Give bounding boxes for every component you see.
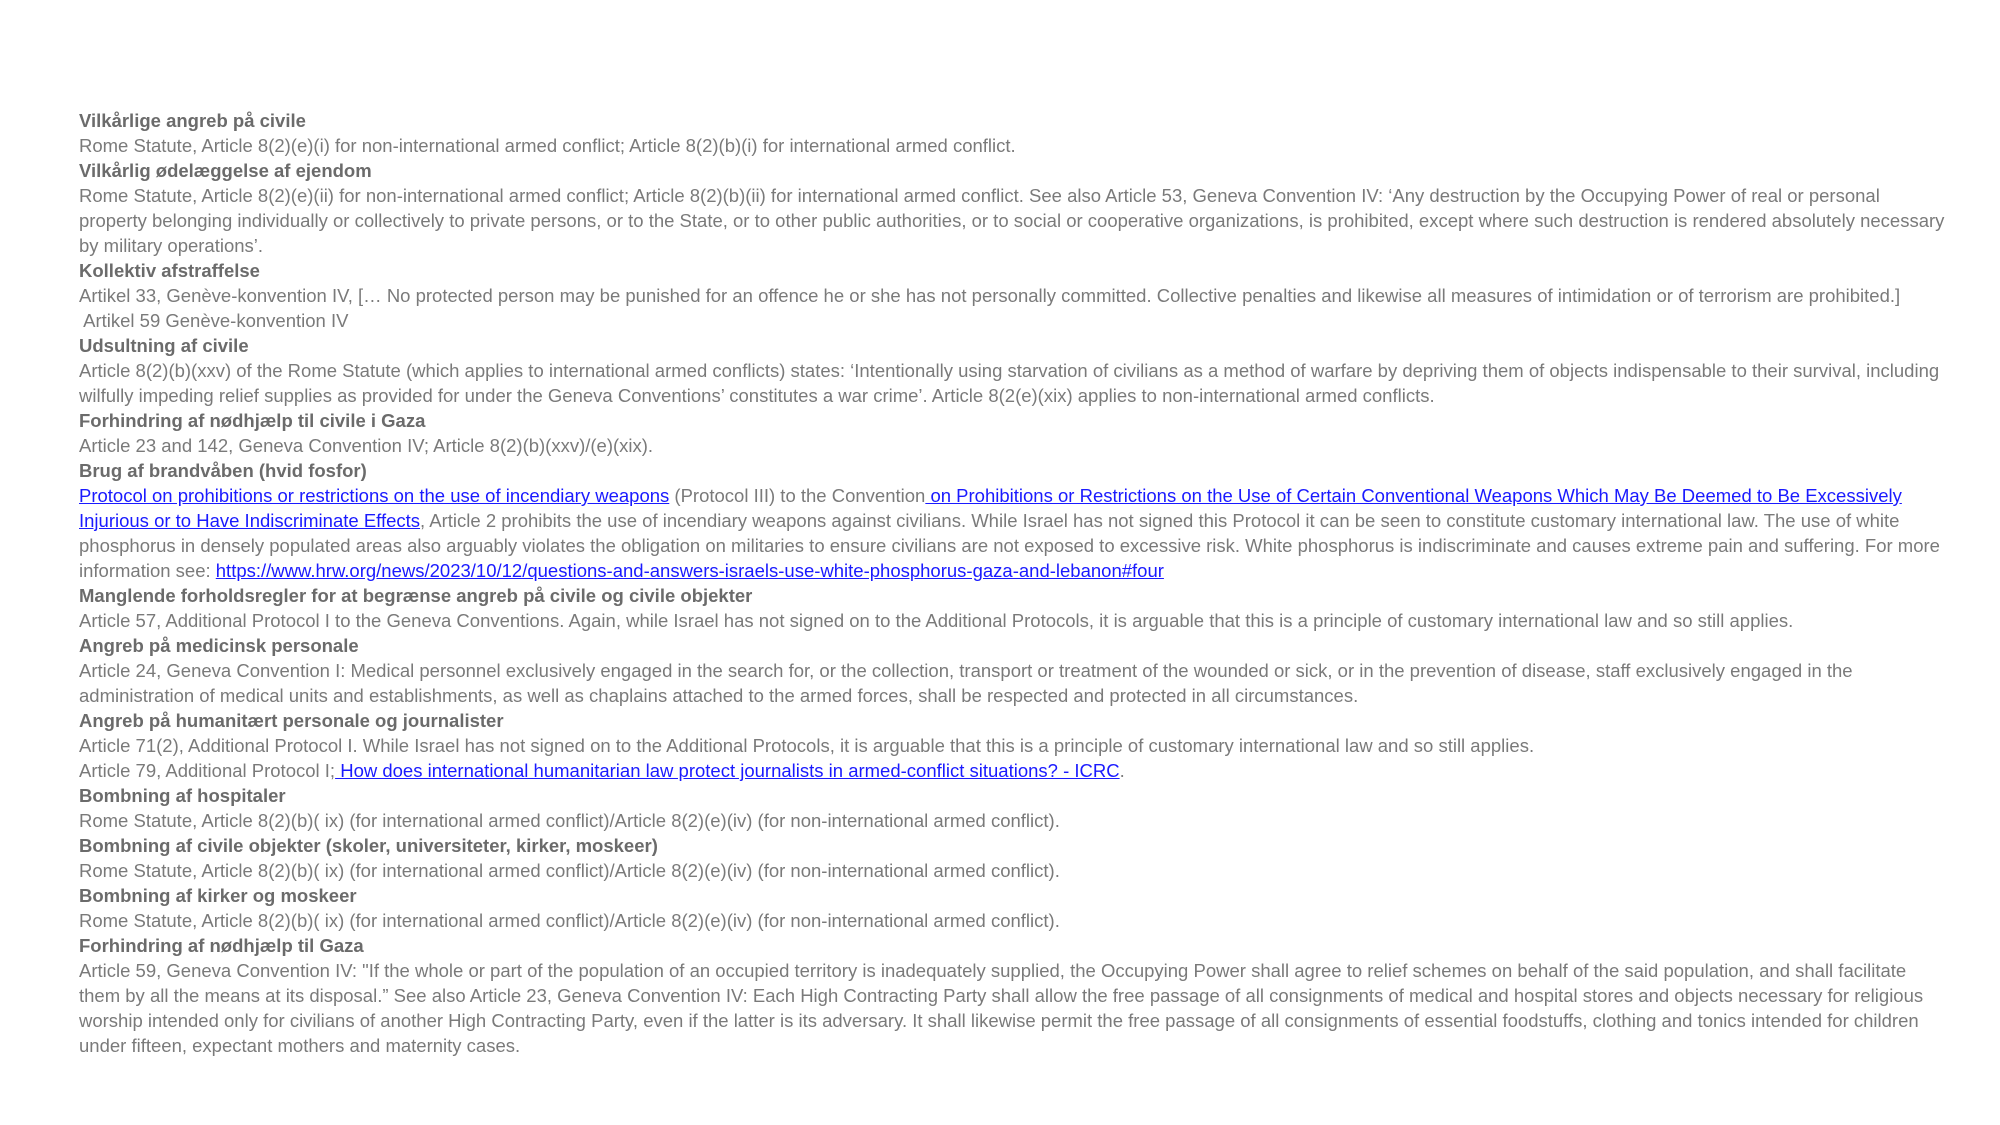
section-text: Article 57, Additional Protocol I to the Geneva Conventions. Again, while Israel has not signed on to the Additional Protocols, it is arguable that this is a principle of customary international law and so still applies. bbox=[79, 610, 1794, 631]
section-text-fragment: Article 79, Additional Protocol I; bbox=[79, 760, 336, 781]
section-heading: Udsultning af civile bbox=[79, 335, 249, 356]
icrc-journalists-link[interactable]: How does international humanitarian law protect journalists in armed-conflict situations? - ICRC bbox=[335, 760, 1120, 781]
section-heading: Vilkårlig ødelæggelse af ejendom bbox=[79, 160, 372, 181]
section-text: Rome Statute, Article 8(2)(b)( ix) (for international armed conflict)/Article 8(2)(e)(iv) (for non-international armed conflict). bbox=[79, 910, 1060, 931]
section-heading: Vilkårlige angreb på civile bbox=[79, 110, 306, 131]
section-heading: Forhindring af nødhjælp til civile i Gaza bbox=[79, 410, 426, 431]
ccw-convention-link[interactable]: on Prohibitions or Restrictions on the Use of Certain Conventional Weapons Which May Be Deemed to Be Excessively Injurious or to Have Indiscriminate Effects bbox=[79, 485, 1902, 531]
section-text: Rome Statute, Article 8(2)(b)( ix) (for international armed conflict)/Article 8(2)(e)(iv) (for non-international armed conflict). bbox=[79, 860, 1060, 881]
section-text: Rome Statute, Article 8(2)(b)( ix) (for international armed conflict)/Article 8(2)(e)(iv) (for non-international armed conflict). bbox=[79, 810, 1060, 831]
section-heading: Angreb på medicinsk personale bbox=[79, 635, 359, 656]
section-heading: Kollektiv afstraffelse bbox=[79, 260, 260, 281]
section-text-fragment: . bbox=[1119, 760, 1125, 781]
section-text: Article 24, Geneva Convention I: Medical personnel exclusively engaged in the search for, or the collection, transport or treatment of the wounded or sick, or in the prevention of disease, staff exclusively engaged in the administration of medical units and establishments, as well as chaplains attached to the armed forces, shall be respected and protected in all circumstances. bbox=[79, 660, 1853, 706]
section-text: Artikel 59 Genève-konvention IV bbox=[79, 310, 349, 331]
section-text-fragment: (Protocol III) to the Convention bbox=[669, 485, 926, 506]
section-text-with-link bbox=[79, 758, 1949, 783]
section-text-with-links bbox=[79, 483, 1949, 583]
section-heading: Bombning af kirker og moskeer bbox=[79, 885, 357, 906]
section-text: Article 71(2), Additional Protocol I. While Israel has not signed on to the Additional Protocols, it is arguable that this is a principle of customary international law and so still applies. bbox=[79, 735, 1535, 756]
section-text: Article 23 and 142, Geneva Convention IV; Article 8(2)(b)(xxv)/(e)(xix). bbox=[79, 435, 654, 456]
section-heading: Brug af brandvåben (hvid fosfor) bbox=[79, 460, 367, 481]
section-heading: Manglende forholdsregler for at begrænse angreb på civile og civile objekter bbox=[79, 585, 753, 606]
section-text: Article 59, Geneva Convention IV: "If the whole or part of the population of an occupied territory is inadequately supplied, the Occupying Power shall agree to relief schemes on behalf of the said population, and shall facilitate them by all the means at its disposal.” See also Article 23, Geneva Convention IV: Each High Contracting Party shall allow the free passage of all consignments of medical and hospital stores and objects necessary for religious worship intended only for civilians of another High Contracting Party, even if the latter is its adversary. It shall likewise permit the free passage of all consignments of essential foodstuffs, clothing and tonics intended for children under fifteen, expectant mothers and maternity cases. bbox=[79, 960, 1924, 1056]
section-text: Rome Statute, Article 8(2)(e)(i) for non-international armed conflict; Article 8(2)(b)(i) for international armed conflict. bbox=[79, 135, 1016, 156]
section-text: Article 8(2)(b)(xxv) of the Rome Statute (which applies to international armed conflicts) states: ‘Intentionally using starvation of civilians as a method of warfare by depriving them of objects indispensable to their survival, including wilfully impeding relief supplies as provided for under the Geneva Conventions’ constitutes a war crime’. Article 8(2(e)(xix) applies to non-international armed conflicts. bbox=[79, 360, 1940, 406]
hrw-white-phosphorus-link[interactable]: https://www.hrw.org/news/2023/10/12/questions-and-answers-israels-use-white-phosphorus-gaza-and-lebanon#four bbox=[215, 560, 1164, 581]
section-heading: Forhindring af nødhjælp til Gaza bbox=[79, 935, 364, 956]
section-heading: Bombning af hospitaler bbox=[79, 785, 286, 806]
incendiary-protocol-link[interactable]: Protocol on prohibitions or restrictions on the use of incendiary weapons bbox=[79, 485, 670, 506]
section-heading: Bombning af civile objekter (skoler, universiteter, kirker, moskeer) bbox=[79, 835, 658, 856]
section-text: Artikel 33, Genève-konvention IV, [… No protected person may be punished for an offence he or she has not personally committed. Collective penalties and likewise all measures of intimidation or of terrorism are prohibited.] bbox=[79, 285, 1901, 306]
document-body bbox=[79, 108, 1949, 1058]
section-text-fragment: , Article 2 prohibits the use of incendiary weapons against civilians. While Israel has not signed this Protocol it can be seen to constitute customary international law. The use of white phosphorus in densely populated areas also arguably violates the obligation on militaries to ensure civilians are not exposed to excessive risk. White phosphorus is indiscriminate and causes extreme pain and suffering. For more information see: bbox=[79, 510, 1940, 581]
section-heading: Angreb på humanitært personale og journalister bbox=[79, 710, 504, 731]
section-text: Rome Statute, Article 8(2)(e)(ii) for non-international armed conflict; Article 8(2)(b)(ii) for international armed conflict. See also Article 53, Geneva Convention IV: ‘Any destruction by the Occupying Power of real or personal property belonging individually or collectively to private persons, or to the State, or to other public authorities, or to social or cooperative organizations, is prohibited, except where such destruction is rendered absolutely necessary by military operations’. bbox=[79, 185, 1945, 256]
